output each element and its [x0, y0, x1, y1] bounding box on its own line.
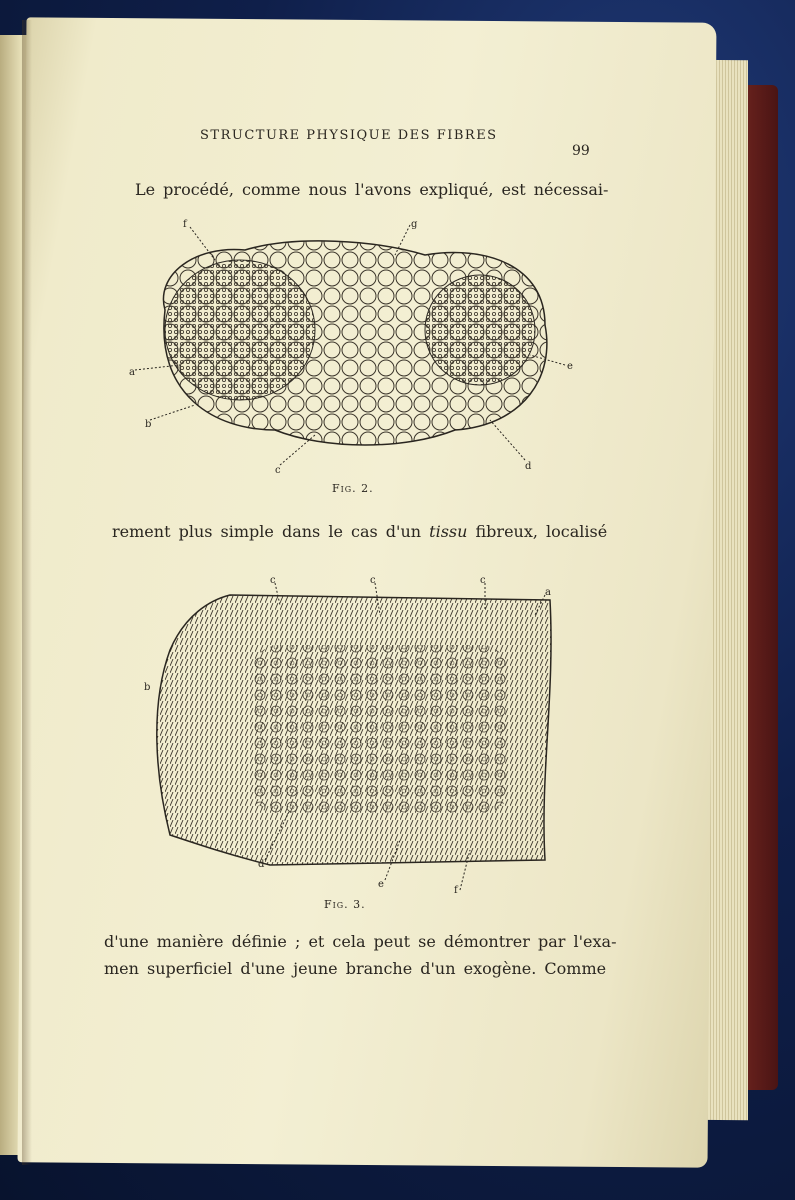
- text-line-2-start: rement plus simple dans le cas d'un: [112, 522, 430, 541]
- fig3-label-a: a: [545, 587, 551, 598]
- fig2-label-b: b: [145, 419, 152, 430]
- fig3-label-d: d: [258, 859, 265, 870]
- text-line-2-end: fibreux, localisé: [467, 522, 608, 541]
- text-line-1: Le procédé, comme nous l'avons expliqué, est nécessai-: [135, 180, 609, 199]
- fig2-label-e: e: [567, 361, 573, 372]
- fig3-label-e: e: [378, 879, 384, 890]
- fiber-bundle-left: [165, 260, 315, 400]
- fig2-label-c: c: [275, 465, 281, 475]
- text-line-3: d'une manière définie ; et cela peut se démontrer par l'exa-: [104, 932, 617, 951]
- gutter-shadow: [22, 20, 32, 1165]
- text-line-2: [112, 522, 607, 541]
- figure-2-caption: Fig. 2.: [332, 482, 374, 495]
- fig2-label-d: d: [525, 461, 532, 472]
- fig3-label-c2: c: [370, 575, 376, 586]
- figure-2-illustration: [125, 215, 585, 475]
- fiber-bundle-right: [425, 275, 535, 385]
- running-head: STRUCTURE PHYSIQUE DES FIBRES: [200, 128, 498, 143]
- fig3-label-c3: c: [480, 575, 486, 586]
- figure-3-caption: Fig. 3.: [324, 898, 366, 911]
- fig2-label-f: f: [183, 219, 187, 230]
- text-line-4: men superficiel d'une jeune branche d'un exogène. Comme: [104, 959, 607, 978]
- vascular-bundles: [250, 645, 510, 815]
- fig2-label-g: g: [411, 219, 418, 230]
- fig3-label-f: f: [454, 885, 458, 895]
- figure-3-illustration: [140, 575, 565, 895]
- text-line-2-italic: tissu: [429, 522, 468, 541]
- fig2-label-a: a: [129, 367, 135, 378]
- fig3-label-c1: c: [270, 575, 276, 586]
- fig3-label-b: b: [144, 682, 151, 693]
- page-number: 99: [572, 143, 590, 159]
